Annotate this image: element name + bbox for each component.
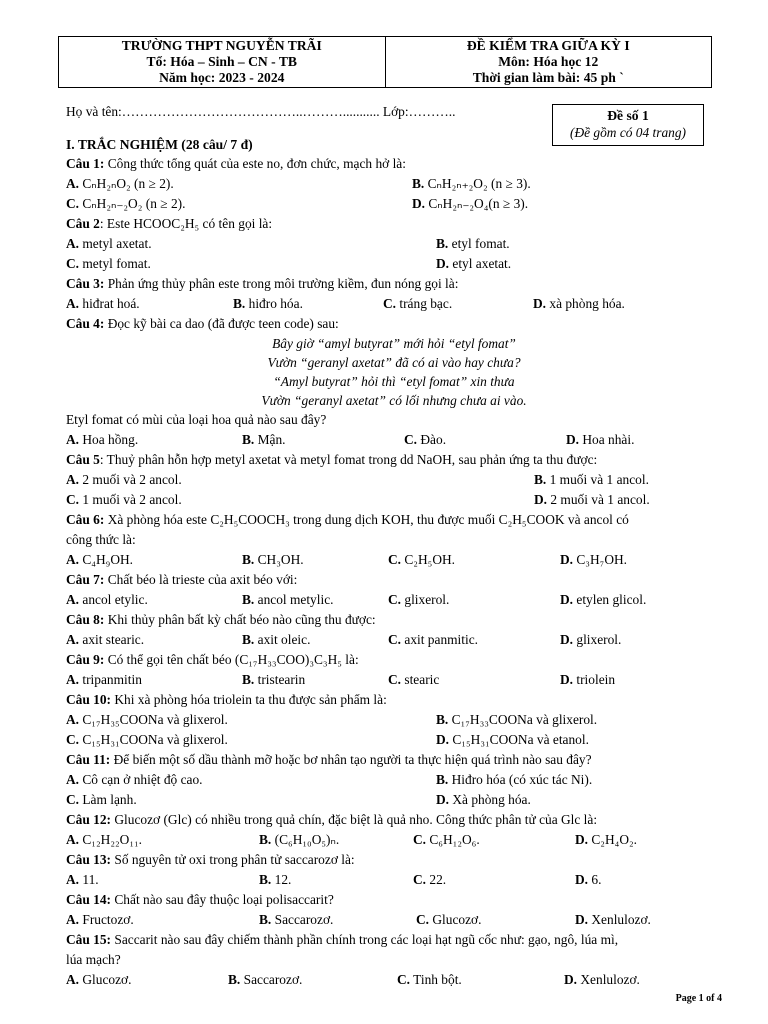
options-row: [66, 670, 722, 690]
options-row: [66, 550, 722, 570]
question-12: Câu 12: Glucozơ (Glc) có nhiều trong quả chín, đặc biệt là quả nho. Công thức phân tử của Glc là:: [66, 812, 598, 827]
option-a: A. CₙH₂ₙO₂ (n ≥ 2).: [66, 176, 174, 191]
options-row: [66, 254, 722, 274]
poem-line: Bây giờ “amyl butyrat” mới hỏi “etyl fomat”: [272, 336, 516, 351]
poem-line: Vườn “geranyl axetat” đã có ai vào hay chưa?: [267, 355, 521, 370]
option-a: A. ancol etylic.: [66, 592, 148, 607]
option-b: B. C₁₇H₃₃COONa và glixerol.: [436, 712, 598, 727]
options-row: [66, 910, 722, 930]
option-c: C. C₆H₁₂O₆.: [413, 832, 480, 847]
school-year: Năm học: 2023 - 2024: [159, 70, 285, 85]
option-d: D. C₁₅H₃₁COONa và etanol.: [436, 732, 589, 747]
option-a: A. C₄H₉OH.: [66, 552, 134, 567]
options-row: [66, 830, 722, 850]
question-15-cont: lúa mạch?: [66, 952, 121, 967]
options-row: [66, 470, 722, 490]
option-a: A. metyl axetat.: [66, 236, 152, 251]
option-b: B. tristearin: [242, 672, 306, 687]
option-c: C. Làm lạnh.: [66, 792, 137, 807]
question-13: Câu 13: Số nguyên tử oxi trong phân tử saccarozơ là:: [66, 852, 355, 867]
options-row: [66, 174, 722, 194]
student-name-line: Họ và tên:…………………………………..………........... Lớp:………..: [66, 104, 456, 119]
options-row: [66, 630, 722, 650]
option-d: D. 6.: [575, 872, 602, 887]
option-b: B. hiđro hóa.: [233, 296, 303, 311]
exam-time: Thời gian làm bài: 45 ph `: [472, 70, 624, 85]
options-row: [66, 710, 722, 730]
options-row: [66, 870, 722, 890]
options-row: [66, 590, 722, 610]
question-4: Câu 4: Đọc kỹ bài ca dao (đã được teen code) sau:: [66, 316, 339, 331]
option-d: D. etyl axetat.: [436, 256, 512, 271]
option-a: A. Cô cạn ở nhiệt độ cao.: [66, 772, 203, 787]
options-row: [66, 194, 722, 214]
poem-line: Vườn “geranyl axetat” có lối nhưng chưa ai vào.: [261, 393, 527, 408]
options-row: [66, 790, 722, 810]
exam-info: [385, 37, 712, 87]
school-name: TRƯỜNG THPT NGUYỄN TRÃI: [121, 38, 322, 53]
question-10: Câu 10: Khi xà phòng hóa triolein ta thu được sản phẩm là:: [66, 692, 387, 707]
option-b: B. etyl fomat.: [436, 236, 510, 251]
poem: [66, 334, 722, 410]
option-b: B. Saccarozơ.: [259, 912, 334, 927]
question-9: Câu 9: Có thể gọi tên chất béo (C₁₇H₃₃COO)₃C₃H₅ là:: [66, 652, 359, 667]
question-14: Câu 14: Chất nào sau đây thuộc loại polisaccarit?: [66, 892, 334, 907]
option-a: A. hiđrat hoá.: [66, 296, 140, 311]
option-c: C. CₙH₂ₙ₋₂O₂ (n ≥ 2).: [66, 196, 186, 211]
option-b: B. CH₃OH.: [242, 552, 304, 567]
option-b: B. (C₆H₁₀O₅)ₙ.: [259, 832, 340, 847]
option-d: D. C₂H₄O₂.: [575, 832, 638, 847]
option-c: C. Glucozơ.: [416, 912, 482, 927]
option-d: D. glixerol.: [560, 632, 622, 647]
option-a: A. axit stearic.: [66, 632, 145, 647]
option-b: B. CₙH₂ₙ₊₂O₂ (n ≥ 3).: [412, 176, 531, 191]
option-d: D. Hoa nhài.: [566, 432, 635, 447]
question-15: Câu 15: Saccarit nào sau đây chiếm thành phần chính trong các loại hạt ngũ cốc như: gạo, ngô, lúa mì,: [66, 932, 619, 947]
option-c: C. glixerol.: [388, 592, 450, 607]
option-d: D. etylen glicol.: [560, 592, 647, 607]
option-c: C. C₁₅H₃₁COONa và glixerol.: [66, 732, 228, 747]
option-a: A. C₁₂H₂₂O₁₁.: [66, 832, 143, 847]
option-c: C. Đào.: [404, 432, 447, 447]
option-d: D. Xenlulozơ.: [564, 972, 640, 987]
option-b: B. Mận.: [242, 432, 286, 447]
option-a: A. Hoa hồng.: [66, 432, 139, 447]
question-2: Câu 2: Este HCOOC₂H₅ có tên gọi là:: [66, 216, 273, 231]
option-b: B. 12.: [259, 872, 292, 887]
option-c: C. stearic: [388, 672, 440, 687]
exam-title: ĐỀ KIỂM TRA GIỮA KỲ I: [466, 38, 630, 53]
option-c: C. tráng bạc.: [383, 296, 453, 311]
question-11: Câu 11: Để biến một số dầu thành mỡ hoặc bơ nhân tạo người ta thực hiện quá trình nào sau đây?: [66, 752, 592, 767]
option-b: B. Saccarozơ.: [228, 972, 303, 987]
department: Tổ: Hóa – Sinh – CN - TB: [146, 54, 297, 69]
option-d: D. 2 muối và 1 ancol.: [534, 492, 650, 507]
question-8: Câu 8: Khi thủy phân bất kỳ chất béo nào cũng thu được:: [66, 612, 376, 627]
option-a: A. 11.: [66, 872, 99, 887]
page-number: Page 1 of 4: [675, 993, 722, 1004]
question-5: Câu 5: Thuỷ phân hỗn hợp metyl axetat và metyl fomat trong dd NaOH, sau phản ứng ta thu được:: [66, 452, 598, 467]
page-count-note: (Đề gồm có 04 trang): [569, 125, 687, 140]
exam-content: [66, 136, 722, 990]
options-row: [66, 234, 722, 254]
options-row: [66, 430, 722, 450]
option-d: D. CₙH₂ₙ₋₂O₄(n ≥ 3).: [412, 196, 529, 211]
question-1: Câu 1: Công thức tổng quát của este no, đơn chức, mạch hở là:: [66, 156, 406, 171]
poem-line: “Amyl butyrat” hỏi thì “etyl fomat” xin thưa: [273, 374, 515, 389]
options-row: [66, 730, 722, 750]
option-a: A. Glucozơ.: [66, 972, 132, 987]
exam-code: Đề số 1: [607, 108, 649, 123]
option-c: C. 22.: [413, 872, 447, 887]
question-7: Câu 7: Chất béo là trieste của axit béo với:: [66, 572, 298, 587]
option-c: C. axit panmitic.: [388, 632, 479, 647]
option-b: B. Hiđro hóa (có xúc tác Ni).: [436, 772, 593, 787]
section-title: I. TRẮC NGHIỆM (28 câu/ 7 đ): [66, 137, 253, 152]
option-c: C. metyl fomat.: [66, 256, 151, 271]
option-d: D. Xà phòng hóa.: [436, 792, 531, 807]
option-c: C. Tinh bột.: [397, 972, 462, 987]
question-3: Câu 3: Phản ứng thủy phân este trong môi trường kiềm, đun nóng gọi là:: [66, 276, 459, 291]
option-d: D. triolein: [560, 672, 616, 687]
option-c: C. 1 muối và 2 ancol.: [66, 492, 182, 507]
exam-subject: Môn: Hóa học 12: [498, 54, 599, 69]
options-row: [66, 770, 722, 790]
option-a: A. 2 muối và 2 ancol.: [66, 472, 182, 487]
option-b: B. 1 muối và 1 ancol.: [534, 472, 649, 487]
school-info: [59, 37, 385, 87]
exam-header: [58, 36, 712, 88]
option-a: A. tripanmitin: [66, 672, 142, 687]
options-row: [66, 294, 722, 314]
options-row: [66, 970, 722, 990]
option-a: A. Fructozơ.: [66, 912, 134, 927]
option-c: C. C₂H₅OH.: [388, 552, 456, 567]
options-row: [66, 490, 722, 510]
question-6: Câu 6: Xà phòng hóa este C₂H₅COOCH₃ trong dung dịch KOH, thu được muối C₂H₅COOK và ancol có: [66, 512, 629, 527]
option-b: B. ancol metylic.: [242, 592, 334, 607]
question-6-cont: công thức là:: [66, 532, 136, 547]
option-a: A. C₁₇H₃₅COONa và glixerol.: [66, 712, 228, 727]
option-d: D. C₃H₇OH.: [560, 552, 628, 567]
option-d: D. Xenlulozơ.: [575, 912, 651, 927]
option-d: D. xà phòng hóa.: [533, 296, 625, 311]
question-4-prompt: Etyl fomat có mùi của loại hoa quả nào sau đây?: [66, 412, 327, 427]
option-b: B. axit oleic.: [242, 632, 311, 647]
